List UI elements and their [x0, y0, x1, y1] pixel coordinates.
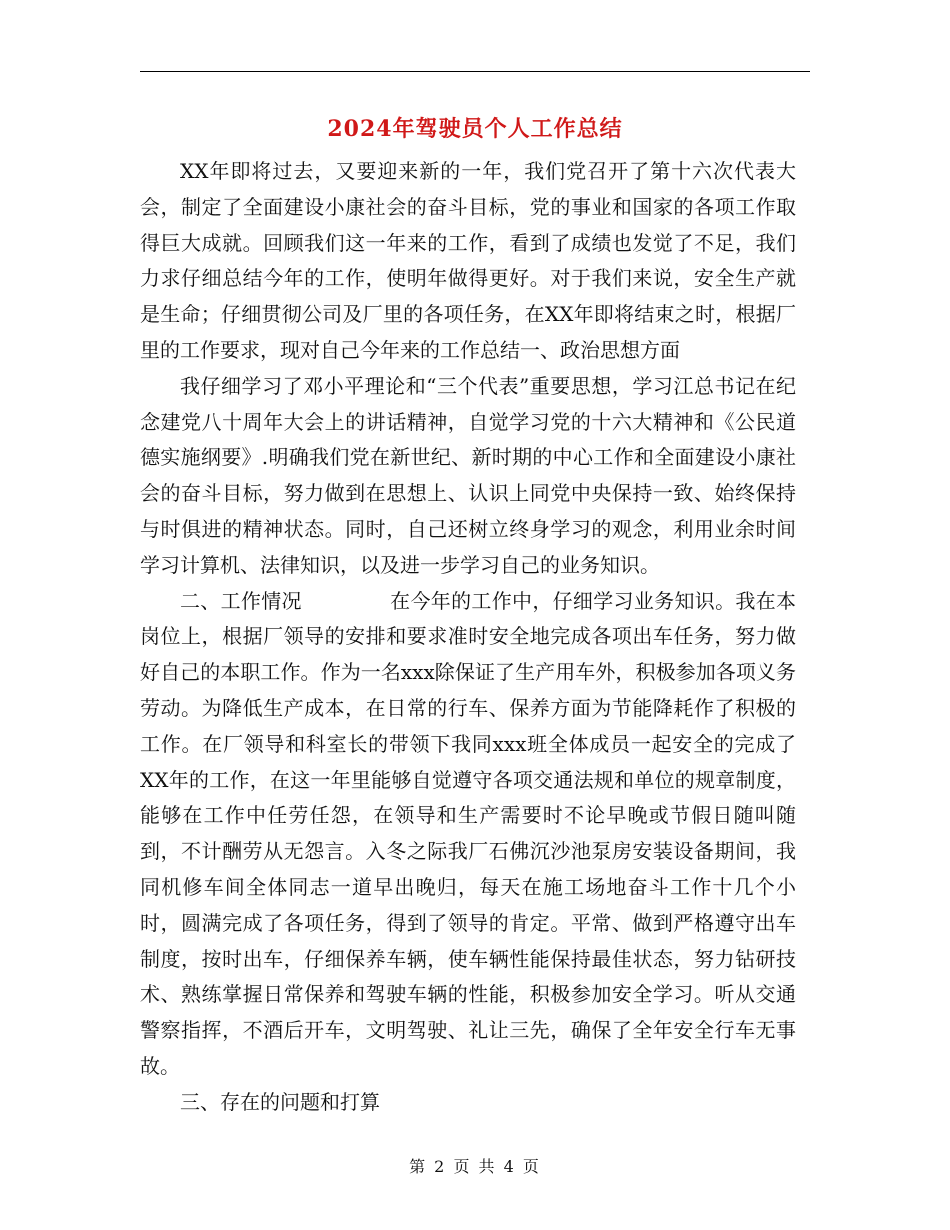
section-body-work: 在今年的工作中，仔细学习业务知识。我在本岗位上，根据厂领导的安排和要求准时安全地完成各项出车任务，努力做好自己的本职工作。作为一名xxx除保证了生产用车外，积极参加各项义务劳动。为降低生产成本，在日常的行车、保养方面为节能降耗作了积极的工作。在厂领导和科室长的带领下我同xxx班全体成员一起安全的完成了XX年的工作，在这一年里能够自觉遵守各项交通法规和单位的规章制度，能够在工作中任劳任怨，在领导和生产需要时不论早晚或节假日随叫随到，不计酬劳从无怨言。入冬之际我厂石佛沉沙池泵房安装设备期间，我同机修车间全体同志一道早出晚归，每天在施工场地奋斗工作十几个小时，圆满完成了各项任务，得到了领导的肯定。平常、做到严格遵守出车制度，按时出车，仔细保养车辆，使车辆性能保持最佳状态，努力钻研技术、熟练掌握日常保养和驾驶车辆的性能，积极参加安全学习。听从交通警察指挥，不酒后开车，文明驾驶、礼让三先，确保了全年安全行车无事故。: [140, 588, 797, 1078]
paragraph-work-situation: [140, 584, 796, 1085]
document-title: 2024年驾驶员个人工作总结: [327, 116, 623, 142]
paragraph-intro: XX年即将过去，又要迎来新的一年，我们党召开了第十六次代表大会，制定了全面建设小康社会的奋斗目标，党的事业和国家的各项工作取得巨大成就。回顾我们这一年来的工作，看到了成绩也发觉了不足，我们力求仔细总结今年的工作，使明年做得更好。对于我们来说，安全生产就是生命；仔细贯彻公司及厂里的各项任务，在XX年即将结束之时，根据厂里的工作要求，现对自己今年来的工作总结一、政治思想方面: [140, 159, 796, 362]
header-rule: [140, 71, 810, 72]
section-heading-problems: 三、存在的问题和打算: [180, 1089, 380, 1114]
paragraph-political-study: 我仔细学习了邓小平理论和“三个代表”重要思想，学习江总书记在纪念建党八十周年大会上的讲话精神，自觉学习党的十六大精神和《公民道德实施纲要》.明确我们党在新世纪、新时期的中心工作和全面建设小康社会的奋斗目标，努力做到在思想上、认识上同党中央保持一致、始终保持与时俱进的精神状态。同时，自己还树立终身学习的观念，利用业余时间学习计算机、法律知识，以及进一步学习自己的业务知识。: [140, 373, 796, 577]
section-heading-work: 二、工作情况: [180, 588, 302, 613]
document-body: [140, 154, 796, 1121]
page-number: 第 2 页 共 4 页: [409, 1157, 541, 1176]
